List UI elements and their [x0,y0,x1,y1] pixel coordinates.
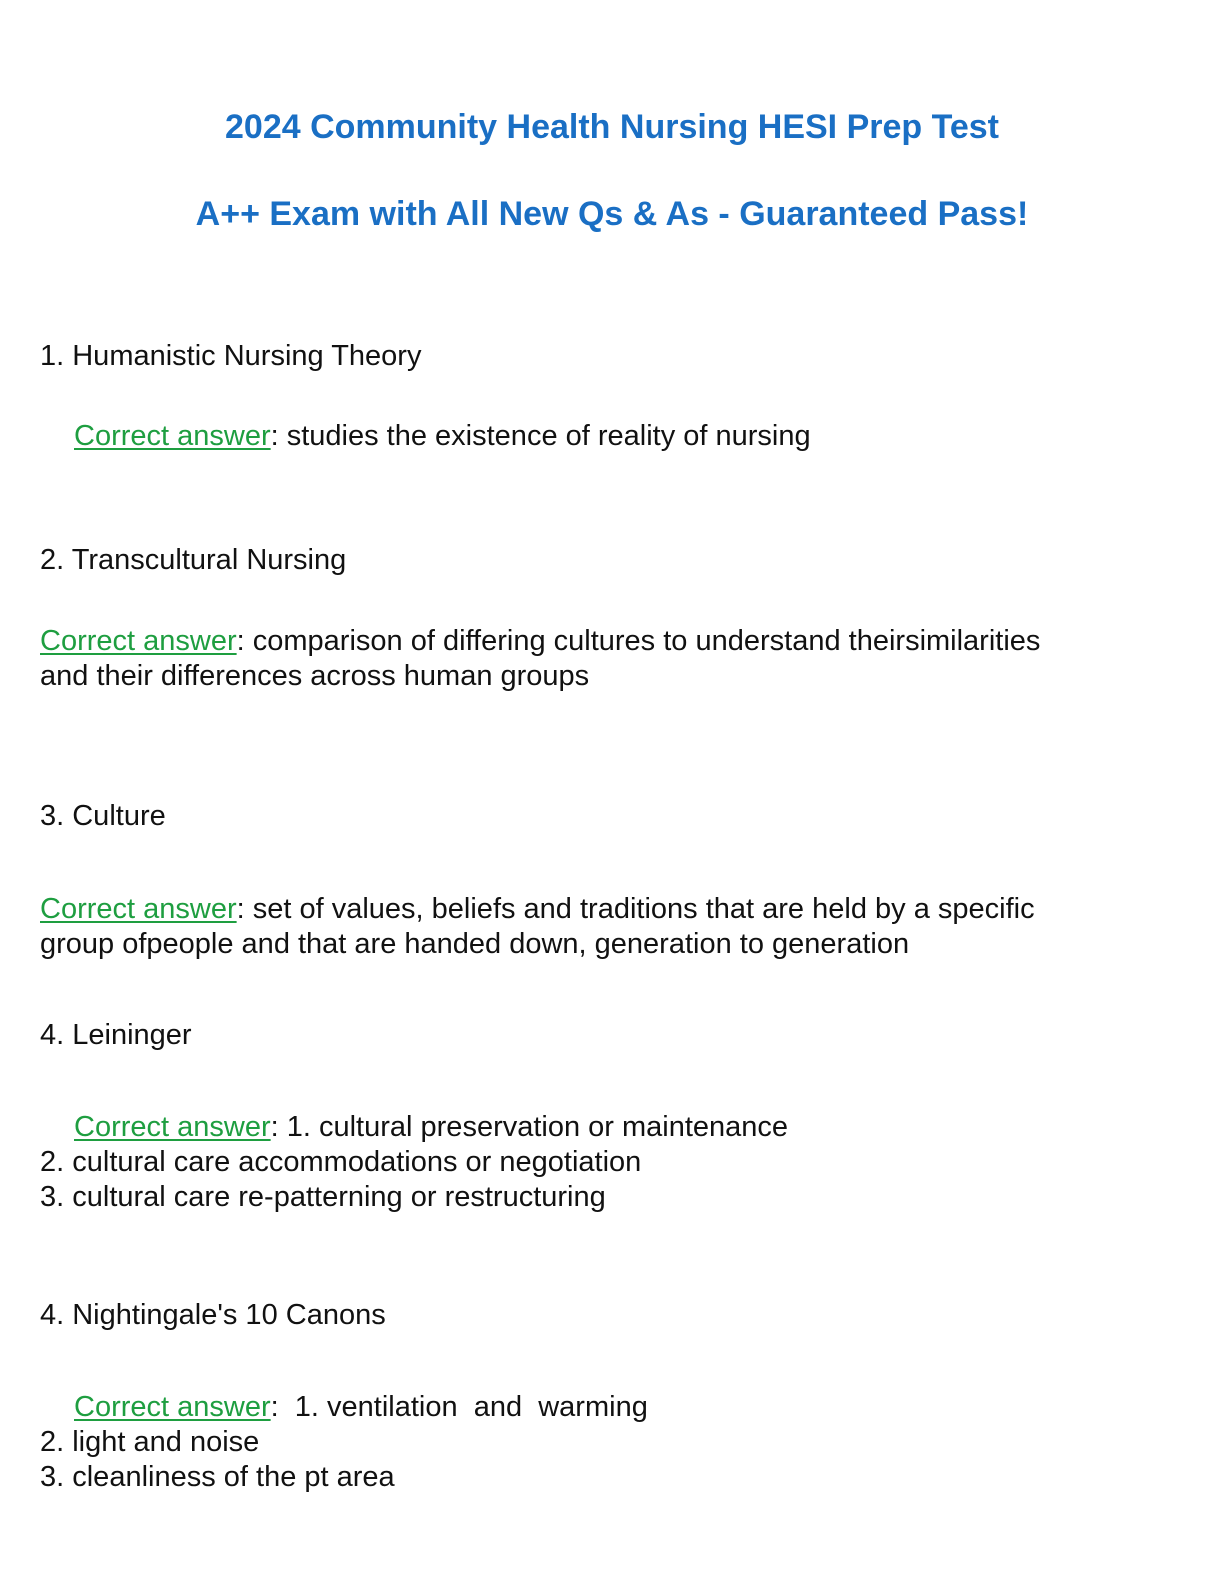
correct-answer-label: Correct answer [40,893,237,925]
answer-text: : 1. ventilation and warming [270,1391,648,1423]
answer-text: : studies the existence of reality of nursing [270,420,811,452]
answer-5-item-2: 2. light and noise [40,1426,260,1458]
answer-4-item-3: 3. cultural care re-patterning or restructuring [40,1181,606,1213]
answer-2 [40,623,1040,659]
page-title: 2024 Community Health Nursing HESI Prep Test [225,108,999,146]
correct-answer-label: Correct answer [74,1111,271,1143]
answer-text: : set of values, beliefs and traditions that are held by a specific [236,893,1035,925]
answer-4 [74,1109,788,1145]
answer-5-item-3: 3. cleanliness of the pt area [40,1461,395,1493]
question-2: 2. Transcultural Nursing [40,544,347,576]
correct-answer-label: Correct answer [40,625,237,657]
answer-text: : comparison of differing cultures to understand theirsimilarities [236,625,1041,657]
answer-1 [74,418,811,454]
page-subtitle: A++ Exam with All New Qs & As - Guaranteed Pass! [195,195,1029,233]
correct-answer-label: Correct answer [74,420,271,452]
question-4: 4. Leininger [40,1019,192,1051]
question-5: 4. Nightingale's 10 Canons [40,1299,386,1331]
answer-5 [74,1389,648,1425]
correct-answer-label: Correct answer [74,1391,271,1423]
answer-3-continued: group ofpeople and that are handed down, generation to generation [40,928,910,960]
question-1: 1. Humanistic Nursing Theory [40,340,422,372]
question-3: 3. Culture [40,800,166,832]
answer-3 [40,891,1035,927]
answer-text: : 1. cultural preservation or maintenance [270,1111,789,1143]
answer-4-item-2: 2. cultural care accommodations or negotiation [40,1146,642,1178]
answer-2-continued: and their differences across human groups [40,660,590,692]
